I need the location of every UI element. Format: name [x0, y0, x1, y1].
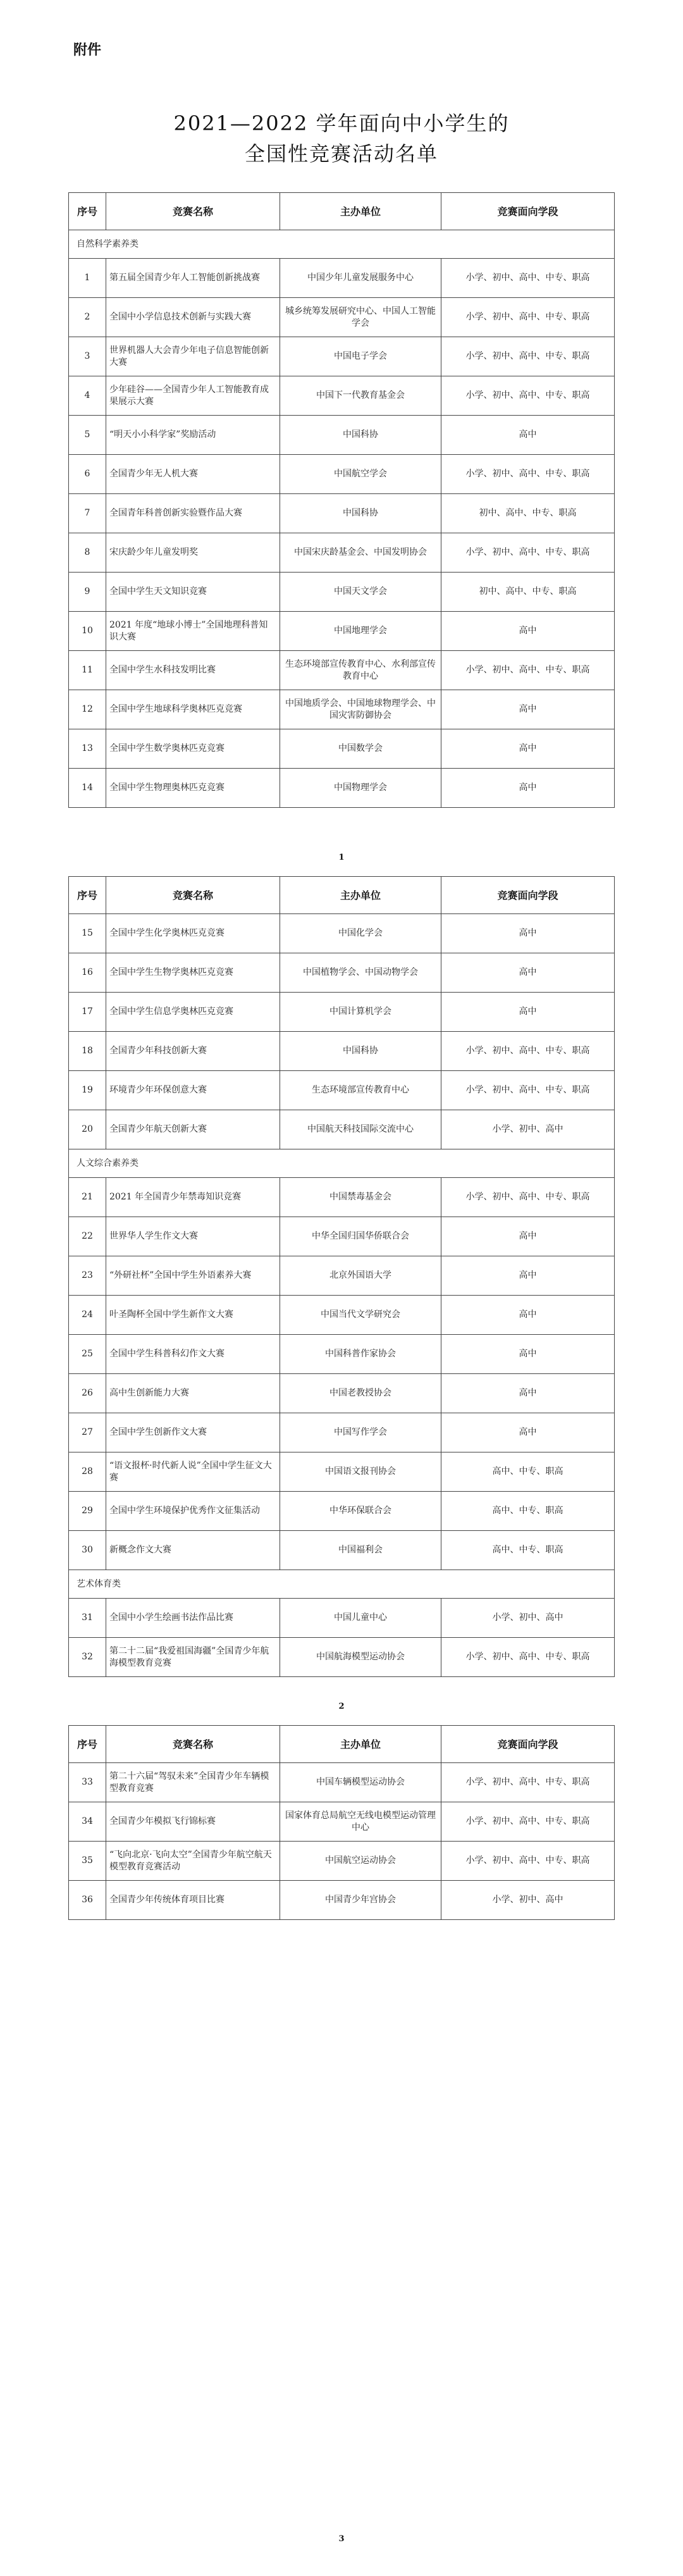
row-serial: 8 — [69, 533, 106, 573]
row-serial: 13 — [69, 729, 106, 769]
table-row — [69, 1256, 615, 1296]
row-school-level: 小学、初中、高中、中专、职高 — [441, 533, 615, 573]
category-row — [69, 230, 615, 259]
row-competition-name: 全国青年科普创新实验暨作品大赛 — [106, 494, 280, 533]
row-competition-name: 世界机器人大会青少年电子信息智能创新大赛 — [106, 337, 280, 376]
table-row — [69, 494, 615, 533]
row-school-level: 高中 — [441, 416, 615, 455]
row-competition-name: 全国中小学生绘画书法作品比赛 — [106, 1599, 280, 1638]
header-competition-name: 竞赛名称 — [106, 877, 280, 914]
table-row — [69, 1071, 615, 1110]
row-competition-name: 环境青少年环保创意大赛 — [106, 1071, 280, 1110]
table-row — [69, 376, 615, 416]
page-number: 2 — [338, 1702, 345, 1711]
header-serial: 序号 — [69, 1726, 106, 1763]
table-row — [69, 1374, 615, 1413]
row-school-level: 高中 — [441, 1296, 615, 1335]
row-organizer: 中国天文学会 — [280, 573, 441, 612]
header-school-level: 竞赛面向学段 — [441, 193, 615, 230]
row-serial: 14 — [69, 769, 106, 808]
row-organizer: 中国航海模型运动协会 — [280, 1638, 441, 1677]
row-school-level: 高中 — [441, 1413, 615, 1452]
row-competition-name: 全国中学生天文知识竞赛 — [106, 573, 280, 612]
table-row — [69, 1296, 615, 1335]
table-row — [69, 651, 615, 690]
row-organizer: 中国计算机学会 — [280, 993, 441, 1032]
row-school-level: 高中 — [441, 1374, 615, 1413]
row-school-level: 小学、初中、高中 — [441, 1881, 615, 1920]
row-school-level: 小学、初中、高中、中专、职高 — [441, 1802, 615, 1842]
row-organizer: 生态环境部宣传教育中心、水利部宣传教育中心 — [280, 651, 441, 690]
table-row — [69, 1881, 615, 1920]
page-title-line-2: 全国性竞赛活动名单 — [244, 142, 438, 166]
row-school-level: 小学、初中、高中、中专、职高 — [441, 337, 615, 376]
row-serial: 16 — [69, 953, 106, 993]
row-serial: 21 — [69, 1178, 106, 1217]
row-school-level: 高中、中专、职高 — [441, 1492, 615, 1531]
row-competition-name: 全国中学生水科技发明比赛 — [106, 651, 280, 690]
row-organizer: 中国当代文学研究会 — [280, 1296, 441, 1335]
category-arts: 艺术体育类 — [69, 1570, 615, 1599]
row-school-level: 高中 — [441, 993, 615, 1032]
row-school-level: 高中 — [441, 690, 615, 729]
row-serial: 4 — [69, 376, 106, 416]
header-school-level: 竞赛面向学段 — [441, 1726, 615, 1763]
row-school-level: 初中、高中、中专、职高 — [441, 573, 615, 612]
row-organizer: 中国儿童中心 — [280, 1599, 441, 1638]
row-competition-name: 全国中小学信息技术创新与实践大赛 — [106, 298, 280, 337]
row-serial: 22 — [69, 1217, 106, 1256]
row-organizer: 中国科协 — [280, 494, 441, 533]
table-row — [69, 993, 615, 1032]
row-organizer: 生态环境部宣传教育中心 — [280, 1071, 441, 1110]
row-serial: 34 — [69, 1802, 106, 1842]
row-serial: 6 — [69, 455, 106, 494]
row-organizer: 中国宋庆龄基金会、中国发明协会 — [280, 533, 441, 573]
row-competition-name: 高中生创新能力大赛 — [106, 1374, 280, 1413]
row-serial: 30 — [69, 1531, 106, 1570]
row-serial: 15 — [69, 914, 106, 953]
table-row — [69, 1802, 615, 1842]
header-organizer: 主办单位 — [280, 193, 441, 230]
row-serial: 35 — [69, 1842, 106, 1881]
row-competition-name: 叶圣陶杯全国中学生新作文大赛 — [106, 1296, 280, 1335]
row-serial: 36 — [69, 1881, 106, 1920]
page-title-line-1: 2021—2022 学年面向中小学生的 — [173, 111, 510, 135]
header-organizer: 主办单位 — [280, 1726, 441, 1763]
row-competition-name: 第五届全国青少年人工智能创新挑战赛 — [106, 259, 280, 298]
row-school-level: 小学、初中、高中、中专、职高 — [441, 1842, 615, 1881]
row-serial: 18 — [69, 1032, 106, 1071]
row-school-level: 初中、高中、中专、职高 — [441, 494, 615, 533]
row-competition-name: 新概念作文大赛 — [106, 1531, 280, 1570]
table-row — [69, 729, 615, 769]
row-competition-name: 宋庆龄少年儿童发明奖 — [106, 533, 280, 573]
row-competition-name: 全国青少年传统体育项目比赛 — [106, 1881, 280, 1920]
competition-table-page-3 — [68, 1725, 615, 1920]
row-organizer: 中国科协 — [280, 1032, 441, 1071]
table-row — [69, 416, 615, 455]
row-competition-name: “飞向北京·飞向太空”全国青少年航空航天模型教育竞赛活动 — [106, 1842, 280, 1881]
row-competition-name: “明天小小科学家”奖励活动 — [106, 416, 280, 455]
row-competition-name: 第二十六届“驾驭未来”全国青少年车辆模型教育竞赛 — [106, 1763, 280, 1802]
row-organizer: 中国物理学会 — [280, 769, 441, 808]
row-organizer: 中国车辆模型运动协会 — [280, 1763, 441, 1802]
row-school-level: 小学、初中、高中 — [441, 1110, 615, 1149]
table-row — [69, 953, 615, 993]
row-school-level: 高中、中专、职高 — [441, 1452, 615, 1492]
row-organizer: 中国语文报刊协会 — [280, 1452, 441, 1492]
row-organizer: 中国航空运动协会 — [280, 1842, 441, 1881]
row-competition-name: 全国中学生生物学奥林匹克竞赛 — [106, 953, 280, 993]
competition-table-page-2 — [68, 876, 615, 1677]
row-school-level: 高中 — [441, 914, 615, 953]
row-competition-name: 全国中学生化学奥林匹克竞赛 — [106, 914, 280, 953]
row-organizer: 城乡统筹发展研究中心、中国人工智能学会 — [280, 298, 441, 337]
row-serial: 32 — [69, 1638, 106, 1677]
row-organizer: 国家体育总局航空无线电模型运动管理中心 — [280, 1802, 441, 1842]
row-school-level: 小学、初中、高中 — [441, 1599, 615, 1638]
row-serial: 23 — [69, 1256, 106, 1296]
table-row — [69, 337, 615, 376]
table-row — [69, 1032, 615, 1071]
row-serial: 27 — [69, 1413, 106, 1452]
row-organizer: 中华全国归国华侨联合会 — [280, 1217, 441, 1256]
row-competition-name: 全国中学生数学奥林匹克竞赛 — [106, 729, 280, 769]
table-row — [69, 1842, 615, 1881]
row-organizer: 中国航天科技国际交流中心 — [280, 1110, 441, 1149]
row-school-level: 高中 — [441, 769, 615, 808]
table-row — [69, 1763, 615, 1802]
row-competition-name: 全国中学生信息学奥林匹克竞赛 — [106, 993, 280, 1032]
attachment-label: 附件 — [73, 42, 102, 58]
header-serial: 序号 — [69, 877, 106, 914]
table-row — [69, 533, 615, 573]
row-serial: 3 — [69, 337, 106, 376]
row-school-level: 高中 — [441, 1256, 615, 1296]
table-row — [69, 1531, 615, 1570]
table-row — [69, 1110, 615, 1149]
row-serial: 33 — [69, 1763, 106, 1802]
row-organizer: 中国科协 — [280, 416, 441, 455]
row-organizer: 中国数学会 — [280, 729, 441, 769]
row-competition-name: 全国青少年科技创新大赛 — [106, 1032, 280, 1071]
row-organizer: 中国电子学会 — [280, 337, 441, 376]
row-organizer: 中国青少年宫协会 — [280, 1881, 441, 1920]
row-serial: 28 — [69, 1452, 106, 1492]
row-school-level: 高中 — [441, 953, 615, 993]
header-school-level: 竞赛面向学段 — [441, 877, 615, 914]
row-organizer: 中华环保联合会 — [280, 1492, 441, 1531]
table-header-row — [69, 1726, 615, 1763]
row-organizer: 中国植物学会、中国动物学会 — [280, 953, 441, 993]
row-organizer: 中国写作学会 — [280, 1413, 441, 1452]
competition-table-page-1 — [68, 192, 615, 808]
row-serial: 5 — [69, 416, 106, 455]
table-row — [69, 298, 615, 337]
row-competition-name: 全国青少年模拟飞行锦标赛 — [106, 1802, 280, 1842]
row-competition-name: 全国青少年航天创新大赛 — [106, 1110, 280, 1149]
row-serial: 2 — [69, 298, 106, 337]
table-row — [69, 1413, 615, 1452]
category-row — [69, 1570, 615, 1599]
row-serial: 9 — [69, 573, 106, 612]
table-row — [69, 1335, 615, 1374]
row-organizer: 中国航空学会 — [280, 455, 441, 494]
row-school-level: 小学、初中、高中、中专、职高 — [441, 1032, 615, 1071]
row-competition-name: 2021 年度“地球小博士”全国地理科普知识大赛 — [106, 612, 280, 651]
row-serial: 25 — [69, 1335, 106, 1374]
row-school-level: 小学、初中、高中、中专、职高 — [441, 651, 615, 690]
row-serial: 11 — [69, 651, 106, 690]
row-serial: 31 — [69, 1599, 106, 1638]
table-row — [69, 1492, 615, 1531]
table-row — [69, 455, 615, 494]
row-school-level: 小学、初中、高中、中专、职高 — [441, 1178, 615, 1217]
row-school-level: 高中 — [441, 1217, 615, 1256]
row-organizer: 中国科普作家协会 — [280, 1335, 441, 1374]
row-serial: 7 — [69, 494, 106, 533]
table-row — [69, 690, 615, 729]
category-science: 自然科学素养类 — [69, 230, 615, 259]
row-competition-name: “外研社杯”全国中学生外语素养大赛 — [106, 1256, 280, 1296]
table-row — [69, 573, 615, 612]
table-row — [69, 1452, 615, 1492]
row-school-level: 小学、初中、高中、中专、职高 — [441, 1071, 615, 1110]
table-row — [69, 769, 615, 808]
row-school-level: 小学、初中、高中、中专、职高 — [441, 455, 615, 494]
row-organizer: 中国下一代教育基金会 — [280, 376, 441, 416]
page-number: 3 — [338, 2534, 345, 2544]
header-competition-name: 竞赛名称 — [106, 193, 280, 230]
row-competition-name: 世界华人学生作文大赛 — [106, 1217, 280, 1256]
row-organizer: 中国禁毒基金会 — [280, 1178, 441, 1217]
row-organizer: 中国地理学会 — [280, 612, 441, 651]
row-competition-name: 少年硅谷——全国青少年人工智能教育成果展示大赛 — [106, 376, 280, 416]
row-serial: 19 — [69, 1071, 106, 1110]
row-competition-name: 全国中学生创新作文大赛 — [106, 1413, 280, 1452]
category-row — [69, 1149, 615, 1178]
row-serial: 29 — [69, 1492, 106, 1531]
row-school-level: 高中、中专、职高 — [441, 1531, 615, 1570]
table-row — [69, 1178, 615, 1217]
row-competition-name: 全国中学生科普科幻作文大赛 — [106, 1335, 280, 1374]
row-organizer: 中国福利会 — [280, 1531, 441, 1570]
page-number: 1 — [338, 853, 345, 862]
row-competition-name: 全国青少年无人机大赛 — [106, 455, 280, 494]
category-humanities: 人文综合素养类 — [69, 1149, 615, 1178]
row-competition-name: 全国中学生环境保护优秀作文征集活动 — [106, 1492, 280, 1531]
row-school-level: 高中 — [441, 1335, 615, 1374]
table-header-row — [69, 877, 615, 914]
row-school-level: 高中 — [441, 612, 615, 651]
table-row — [69, 914, 615, 953]
table-row — [69, 612, 615, 651]
row-serial: 10 — [69, 612, 106, 651]
row-school-level: 小学、初中、高中、中专、职高 — [441, 1763, 615, 1802]
row-school-level: 小学、初中、高中、中专、职高 — [441, 259, 615, 298]
row-serial: 24 — [69, 1296, 106, 1335]
row-competition-name: 第二十二届“我爱祖国海疆”全国青少年航海模型教育竞赛 — [106, 1638, 280, 1677]
header-organizer: 主办单位 — [280, 877, 441, 914]
row-organizer: 中国少年儿童发展服务中心 — [280, 259, 441, 298]
row-school-level: 小学、初中、高中、中专、职高 — [441, 298, 615, 337]
table-row — [69, 259, 615, 298]
row-school-level: 小学、初中、高中、中专、职高 — [441, 376, 615, 416]
row-competition-name: “语文报杯·时代新人说”全国中学生征文大赛 — [106, 1452, 280, 1492]
row-serial: 12 — [69, 690, 106, 729]
row-organizer: 北京外国语大学 — [280, 1256, 441, 1296]
table-row — [69, 1599, 615, 1638]
row-school-level: 高中 — [441, 729, 615, 769]
row-serial: 20 — [69, 1110, 106, 1149]
table-row — [69, 1217, 615, 1256]
row-serial: 17 — [69, 993, 106, 1032]
table-row — [69, 1638, 615, 1677]
row-organizer: 中国地质学会、中国地球物理学会、中国灾害防御协会 — [280, 690, 441, 729]
header-competition-name: 竞赛名称 — [106, 1726, 280, 1763]
row-competition-name: 全国中学生物理奥林匹克竞赛 — [106, 769, 280, 808]
row-serial: 26 — [69, 1374, 106, 1413]
table-header-row — [69, 193, 615, 230]
row-competition-name: 2021 年全国青少年禁毒知识竞赛 — [106, 1178, 280, 1217]
row-serial: 1 — [69, 259, 106, 298]
row-competition-name: 全国中学生地球科学奥林匹克竞赛 — [106, 690, 280, 729]
row-organizer: 中国老教授协会 — [280, 1374, 441, 1413]
row-school-level: 小学、初中、高中、中专、职高 — [441, 1638, 615, 1677]
row-organizer: 中国化学会 — [280, 914, 441, 953]
header-serial: 序号 — [69, 193, 106, 230]
